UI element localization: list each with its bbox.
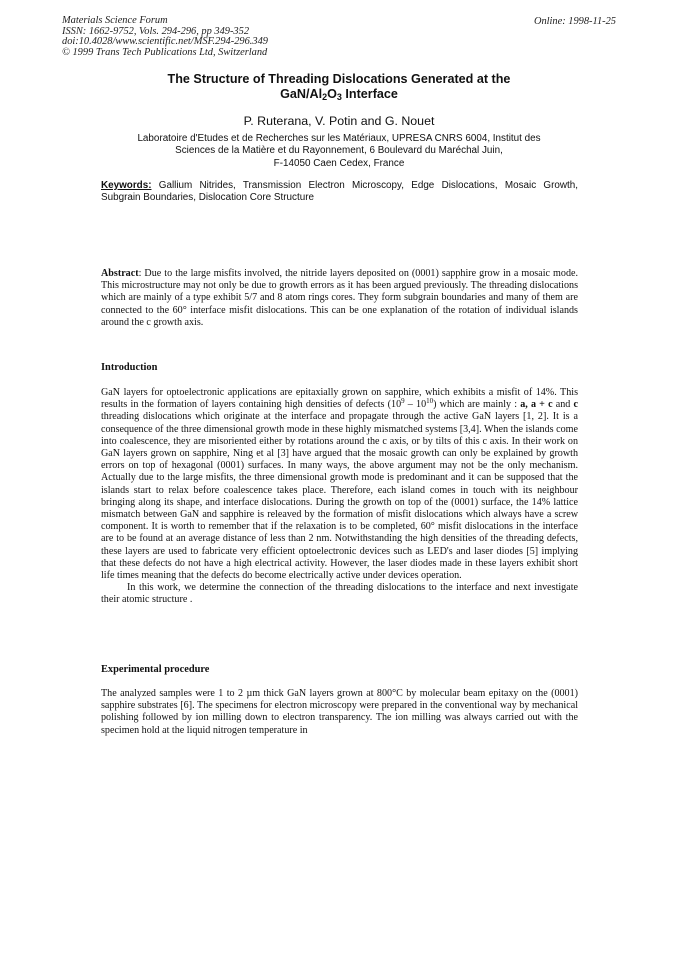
experimental-body: The analyzed samples were 1 to 2 µm thick GaN layers grown at 800°C by molecular beam epitaxy on the (0001) sapphire substrates [6]. The specimens for electron microscopy were prepared in the conventional way by mechanical polishing followed by ion milling down to electron transparency. The ion milling was always carried out with the specimen hold at the liquid nitrogen temperature in [101,688,578,736]
keywords-text: Gallium Nitrides, Transmission Electron Microscopy, Edge Dislocations, Mosaic Growth, Subgrain Boundaries, Dislocation Core Structure [101,180,578,204]
abstract-label: Abstract [101,268,139,279]
publication-metadata [62,16,268,58]
abstract-text: : Due to the large misfits involved, the nitride layers deposited on (0001) sapphire grow in a mosaic mode. This microstructure may not only be due to growth errors as it has been argued previously. The threading dislocations which are mainly of a type exhibit 5/7 and 8 atom rings cores. They form subgrain boundaries and many of them are connected to the 60° interface misfit dislocations. This can be one explanation of the rotation of individual islands around the c growth axis. [101,268,578,328]
online-date: Online: 1998-11-25 [533,16,616,27]
author-list: P. Ruterana, V. Potin and G. Nouet [243,114,435,128]
affiliation-line-3: F-14050 Caen Cedex, France [273,157,405,169]
affiliation-line-1: Laboratoire d'Etudes et de Recherches sur les Matériaux, UPRESA CNRS 6004, Institut des [137,133,541,144]
paper-title [100,72,578,102]
doi-line[interactable]: doi:10.4028/www.scientific.net/MSF.294-296.349 [62,36,268,48]
keywords-label: Keywords: [101,180,152,191]
issn-line: ISSN: 1662-9752, Vols. 294-296, pp 349-352 [62,25,250,37]
title-line-1: The Structure of Threading Dislocations Generated at the [167,72,511,86]
abstract [101,268,578,329]
affiliation-line-2: Sciences de la Matière et du Rayonnement, 6 Boulevard du Maréchal Juin, [175,145,503,157]
title-line-2: GaN/$Al_2O_3$ Interface [280,87,398,102]
introduction-body [101,387,578,607]
intro-paragraph-1: GaN layers for optoelectronic applications are epitaxially grown on sapphire, which exhibits a misfit of 14%. This results in the formation of layers containing high densities of defects $(10^9 - 10^{10})$ which are mainly : a, a + c and c threading dislocations which originate at the interface and propagate through the active GaN layers [1, 2]. It is a consequence of the three dimensional growth mode in these highly mismatched systems [3,4]. When the islands come into coalescence, they are misoriented either by rotations around the c axis, or by tilts of this c axis. In their work on GaN layers grown on sapphire, Ning et al [3] have argued that the mosaic growth can only be explained by growth errors on top of hexagonal (0001) surfaces. In many ways, the above argument may not be the only mechanism. Actually due to the large misfits, the three dimensional growth mode is predominant and it can be supposed that the islands start to relax before coalescence takes place. Therefore, each island comes in touch with its neighbour bringing along its shape, and interface dislocations. During the growth on top of the (0001) surface, the 14% lattice mismatch between GaN and sapphire is releaved by the formation of misfit dislocations which always have a screw component. It is worth to remember that if the relaxation is to be completed, 60° misfit dislocations in the interface are to be found at an average distance of less than 2 nm. Notwithstanding the high densities of the threading defects, these layers are used to fabricate very efficient optoelectronic devices such as LED's and laser diodes [5] implying that these defects do not have a high electrical activity. However, the laser diodes made in these layers exhibit short life times meaning that the defects do become electrically active under devices operation. [101,387,579,582]
section-heading-introduction: Introduction [101,362,158,373]
section-heading-experimental: Experimental procedure [101,664,210,675]
affiliation [96,133,582,170]
journal-name: Materials Science Forum [62,15,168,26]
keywords [101,180,578,205]
copyright-line: © 1999 Trans Tech Publications Ltd, Switzerland [62,46,268,58]
intro-paragraph-2: In this work, we determine the connection of the threading dislocations to the interface and next investigate their atomic structure . [101,582,578,606]
